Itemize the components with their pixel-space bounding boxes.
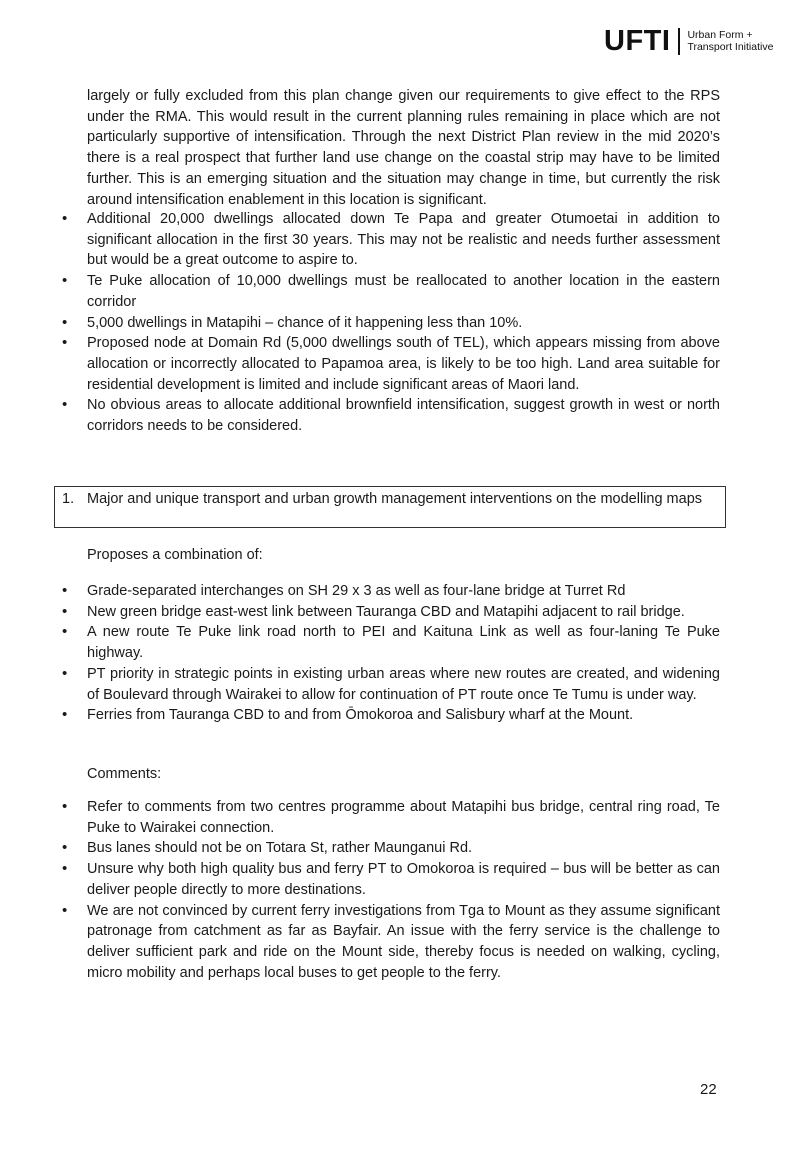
list-item: • Proposed node at Domain Rd (5,000 dwellings south of TEL), which appears missing from above allocation or incorrectly allocated to Papamoa area, is likely to be too high. Land area suitable for residential development is limited and include significant areas of Maori land. — [0, 333, 720, 395]
section-heading-box — [54, 486, 726, 528]
list-item: • 5,000 dwellings in Matapihi – chance of it happening less than 10%. — [0, 313, 720, 334]
proposes-label: Proposes a combination of: — [87, 547, 263, 563]
proposals-bullet-list — [0, 581, 806, 726]
list-item: • Additional 20,000 dwellings allocated down Te Papa and greater Otumoetai in addition to significant allocation in the first 30 years. This may not be realistic and needs further assessment but would be a great outcome to aspire to. — [0, 209, 720, 271]
list-item: • PT priority in strategic points in existing urban areas where new routes are created, and widening of Boulevard through Wairakei to allow for continuation of PT route once Te Tumu is under way. — [0, 664, 720, 705]
allocation-bullet-list — [0, 209, 806, 437]
logo-mark: UFTI — [604, 24, 671, 57]
intro-paragraph: largely or fully excluded from this plan change given our requirements to give effect to the RPS under the RMA. This would result in the current planning rules remaining in place which are not particularly supportive of intensification. Through the next District Plan review in the mid 2020’s there is a real prospect that further land use change on the coastal strip may have to be limited further. This is an emerging situation and the situation may change in time, but currently the risk around intensification enablement in this location is significant. — [87, 88, 720, 208]
list-item: • We are not convinced by current ferry investigations from Tga to Mount as they assume significant patronage from catchment as far as Bayfair. An issue with the ferry service is the challenge to deliver sufficient park and ride on the Mount side, thereby focus is needed on walking, cycling, micro mobility and perhaps local buses to get people to the ferry. — [0, 901, 720, 984]
comments-label: Comments: — [87, 766, 162, 782]
list-item: • Unsure why both high quality bus and ferry PT to Omokoroa is required – bus will be better as can deliver people directly to more destinations. — [0, 859, 720, 900]
list-item: • Bus lanes should not be on Totara St, rather Maunganui Rd. — [0, 838, 720, 859]
logo-line-2: Transport Initiative — [687, 41, 774, 53]
section-title: Major and unique transport and urban growth management interventions on the modelling maps — [87, 491, 703, 507]
list-item: • New green bridge east-west link between Tauranga CBD and Matapihi adjacent to rail bridge. — [0, 602, 720, 623]
list-item: • Ferries from Tauranga CBD to and from Ōmokoroa and Salisbury wharf at the Mount. — [0, 705, 720, 726]
list-item: • No obvious areas to allocate additional brownfield intensification, suggest growth in west or north corridors needs to be considered. — [0, 395, 720, 436]
list-item: • Grade-separated interchanges on SH 29 x 3 as well as four-lane bridge at Turret Rd — [0, 581, 720, 602]
list-item: • Refer to comments from two centres programme about Matapihi bus bridge, central ring road, Te Puke to Wairakei connection. — [0, 797, 720, 838]
page-number: 22 — [700, 1081, 717, 1098]
ufti-logo — [604, 24, 773, 58]
section-number: 1. — [62, 491, 75, 507]
comments-bullet-list — [0, 797, 806, 983]
list-item: • Te Puke allocation of 10,000 dwellings must be reallocated to another location in the eastern corridor — [0, 271, 720, 312]
logo-line-1: Urban Form + — [687, 29, 753, 41]
logo-divider — [678, 28, 680, 55]
list-item: • A new route Te Puke link road north to PEI and Kaituna Link as well as four-laning Te Puke highway. — [0, 622, 720, 663]
logo-text — [687, 29, 773, 53]
